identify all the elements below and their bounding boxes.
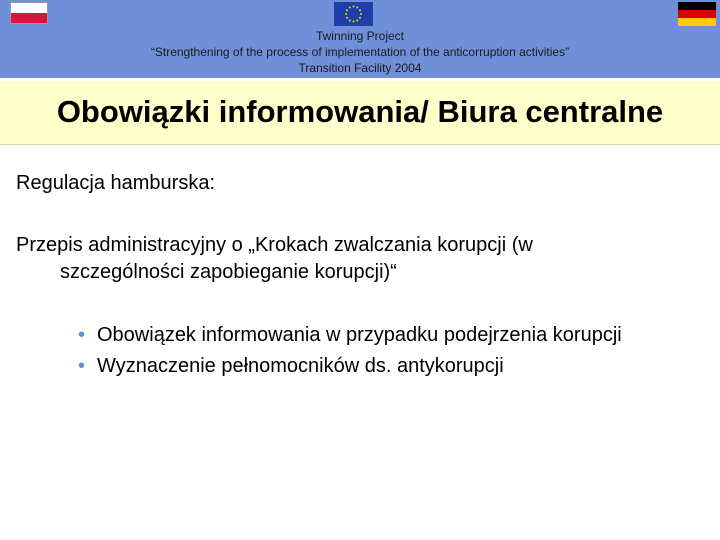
eu-star-icon: [353, 21, 355, 23]
eu-star-icon: [346, 9, 348, 11]
eu-flag-icon: [334, 2, 373, 26]
paragraph-regulation: Regulacja hamburska:: [16, 172, 215, 194]
poland-flag-icon: [10, 2, 48, 24]
eu-star-icon: [359, 9, 361, 11]
eu-star-icon: [360, 13, 362, 15]
germany-flag-icon: [678, 2, 716, 26]
provision-line-1: Przepis administracyjny o „Krokach zwalczania korupcji (w: [16, 234, 533, 256]
paragraph-provision: [16, 232, 676, 286]
slide-title: Obowiązki informowania/ Biura centralne: [56, 94, 664, 129]
eu-star-icon: [356, 7, 358, 9]
bullet-list: [76, 322, 676, 384]
eu-star-icon: [359, 17, 361, 19]
bullet-text: Wyznaczenie pełnomocników ds. antykorupcji: [97, 355, 504, 377]
list-item: [76, 322, 676, 349]
project-facility: Transition Facility 2004: [298, 61, 422, 75]
provision-line-2: szczególności zapobieganie korupcji)“: [60, 261, 397, 283]
eu-star-icon: [349, 20, 351, 22]
bullet-icon: •: [78, 324, 86, 346]
eu-star-icon: [349, 7, 351, 9]
project-name: Twinning Project: [315, 29, 405, 43]
project-subtitle: “Strengthening of the process of implementation of the anticorruption activities”: [150, 45, 570, 59]
eu-star-icon: [356, 20, 358, 22]
project-info: [0, 28, 720, 76]
bullet-icon: •: [78, 355, 86, 377]
list-item: [76, 353, 676, 380]
slide-title-bar: [0, 81, 720, 145]
project-header: [0, 0, 720, 78]
eu-star-icon: [353, 6, 355, 8]
bullet-text: Obowiązek informowania w przypadku podejrzenia korupcji: [97, 324, 622, 346]
eu-star-icon: [346, 17, 348, 19]
eu-star-icon: [345, 13, 347, 15]
